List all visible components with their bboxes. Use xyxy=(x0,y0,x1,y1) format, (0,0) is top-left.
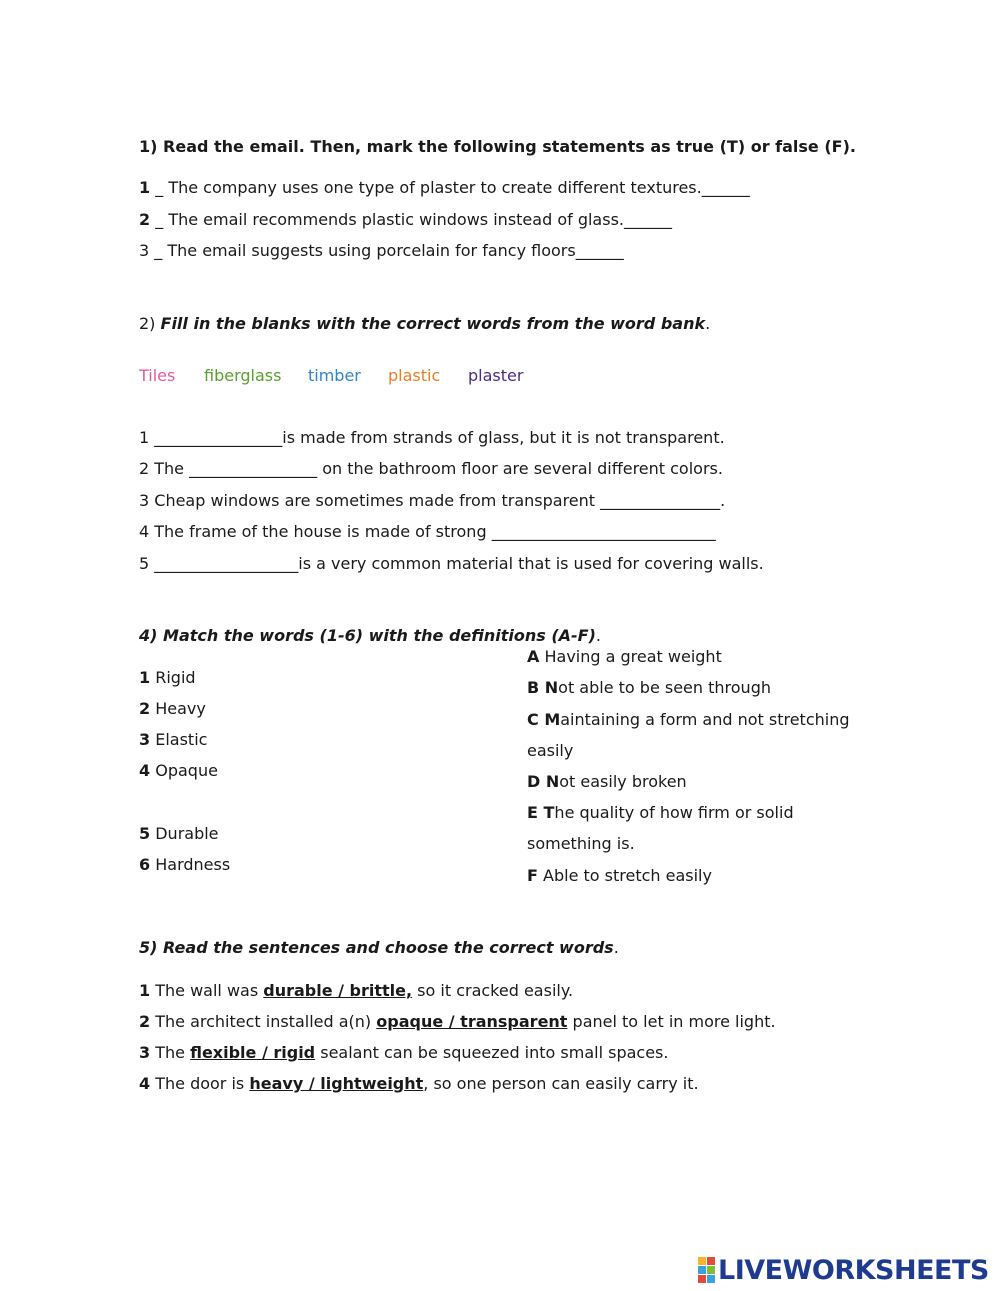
definition-letter: D N xyxy=(527,772,560,791)
word-choice[interactable]: heavy / lightweight xyxy=(249,1074,424,1093)
definition-letter: E T xyxy=(527,803,555,822)
word-choice[interactable]: durable / brittle, xyxy=(263,981,413,1000)
sentence-pre: The xyxy=(150,1043,191,1062)
section1-item: 3 _ The email suggests using porcelain for fancy floors______ xyxy=(139,241,624,260)
match-word xyxy=(139,668,196,688)
definition-text: easily xyxy=(527,741,574,760)
definition-letter: C M xyxy=(527,710,561,729)
logo-block xyxy=(707,1266,715,1274)
word-bank-plaster: plaster xyxy=(468,366,524,385)
logo-block xyxy=(698,1266,706,1274)
choice-sentence xyxy=(139,1074,699,1094)
section2-heading xyxy=(139,314,710,334)
match-word xyxy=(139,855,230,875)
item-number: 1 xyxy=(139,178,151,197)
fill-blank-item: 4 The frame of the house is made of strong ____________________________ xyxy=(139,522,716,541)
fill-blank-item: 5 __________________is a very common material that is used for covering walls. xyxy=(139,554,764,573)
word-text: Durable xyxy=(150,824,219,843)
section1-heading: 1) Read the email. Then, mark the following statements as true (T) or false (F). xyxy=(139,137,856,156)
match-definition xyxy=(527,834,635,854)
sentence-number: 3 xyxy=(139,1043,151,1062)
match-definition xyxy=(527,678,771,698)
match-word xyxy=(139,730,207,750)
sentence-post: panel to let in more light. xyxy=(567,1012,776,1031)
fill-blank-item: 1 ________________is made from strands of glass, but it is not transparent. xyxy=(139,428,725,447)
section-heading-text: 4) Match the words (1-6) with the definitions (A-F) xyxy=(139,626,596,645)
definition-letter: A xyxy=(527,647,540,666)
definition-text: ot able to be seen through xyxy=(558,678,771,697)
match-definition xyxy=(527,741,573,761)
section-heading-text: 5) Read the sentences and choose the correct words xyxy=(139,938,614,957)
definition-text: Able to stretch easily xyxy=(537,866,712,885)
sentence-pre: The wall was xyxy=(150,981,264,1000)
word-number: 1 xyxy=(139,668,151,687)
definition-text: aintaining a form and not stretching xyxy=(560,710,850,729)
definition-text: Having a great weight xyxy=(539,647,722,666)
word-number: 2 xyxy=(139,699,151,718)
match-word xyxy=(139,761,218,781)
definition-text: something is. xyxy=(527,834,635,853)
section-heading-text: Fill in the blanks with the correct words from the word bank xyxy=(160,314,706,333)
sentence-pre: The door is xyxy=(150,1074,250,1093)
choice-sentence xyxy=(139,981,573,1001)
definition-letter: B N xyxy=(527,678,559,697)
match-definition xyxy=(527,866,712,886)
word-number: 6 xyxy=(139,855,151,874)
sentence-number: 4 xyxy=(139,1074,151,1093)
match-definition xyxy=(527,803,794,823)
word-number: 4 xyxy=(139,761,151,780)
word-bank-tiles: Tiles xyxy=(139,366,176,385)
choice-sentence xyxy=(139,1012,776,1032)
word-text: Rigid xyxy=(150,668,196,687)
word-number: 3 xyxy=(139,730,151,749)
sentence-number: 1 xyxy=(139,981,151,1000)
item-text: _ The company uses one type of plaster to create different textures.______ xyxy=(150,178,750,197)
word-choice[interactable]: opaque / transparent xyxy=(376,1012,568,1031)
definition-text: ot easily broken xyxy=(559,772,687,791)
choice-sentence xyxy=(139,1043,668,1063)
word-bank-timber: timber xyxy=(308,366,361,385)
word-bank-plastic: plastic xyxy=(388,366,441,385)
logo-block xyxy=(698,1275,706,1283)
match-word xyxy=(139,699,206,719)
sentence-post: , so one person can easily carry it. xyxy=(423,1074,699,1093)
logo-blocks-icon xyxy=(698,1257,715,1283)
heading-period: . xyxy=(595,626,601,645)
sentence-number: 2 xyxy=(139,1012,151,1031)
match-definition xyxy=(527,710,850,730)
word-text: Opaque xyxy=(150,761,218,780)
item-number: 2 xyxy=(139,210,151,229)
fill-blank-item: 3 Cheap windows are sometimes made from transparent _______________. xyxy=(139,491,726,510)
match-definition xyxy=(527,647,722,667)
word-number: 5 xyxy=(139,824,151,843)
word-text: Hardness xyxy=(150,855,231,874)
section5-heading xyxy=(139,938,619,958)
heading-period: . xyxy=(613,938,619,957)
definition-letter: F xyxy=(527,866,538,885)
logo-text: LIVEWORKSHEETS xyxy=(718,1254,989,1286)
section1-item xyxy=(139,178,750,198)
section4-heading xyxy=(139,626,601,646)
logo-block xyxy=(707,1275,715,1283)
sentence-pre: The architect installed a(n) xyxy=(150,1012,377,1031)
liveworksheets-logo xyxy=(698,1256,989,1284)
word-bank-fiberglass: fiberglass xyxy=(204,366,282,385)
logo-block xyxy=(698,1257,706,1265)
item-text: _ The email recommends plastic windows instead of glass.______ xyxy=(150,210,672,229)
word-text: Elastic xyxy=(150,730,208,749)
fill-blank-item: 2 The ________________ on the bathroom floor are several different colors. xyxy=(139,459,723,478)
word-text: Heavy xyxy=(150,699,206,718)
section1-item xyxy=(139,210,672,230)
definition-text: he quality of how firm or solid xyxy=(554,803,794,822)
word-choice[interactable]: flexible / rigid xyxy=(190,1043,316,1062)
match-definition xyxy=(527,772,687,792)
section-number: 2) xyxy=(139,314,161,333)
sentence-post: so it cracked easily. xyxy=(412,981,574,1000)
heading-period: . xyxy=(705,314,711,333)
sentence-post: sealant can be squeezed into small spaces. xyxy=(315,1043,669,1062)
match-word xyxy=(139,824,219,844)
logo-block xyxy=(707,1257,715,1265)
